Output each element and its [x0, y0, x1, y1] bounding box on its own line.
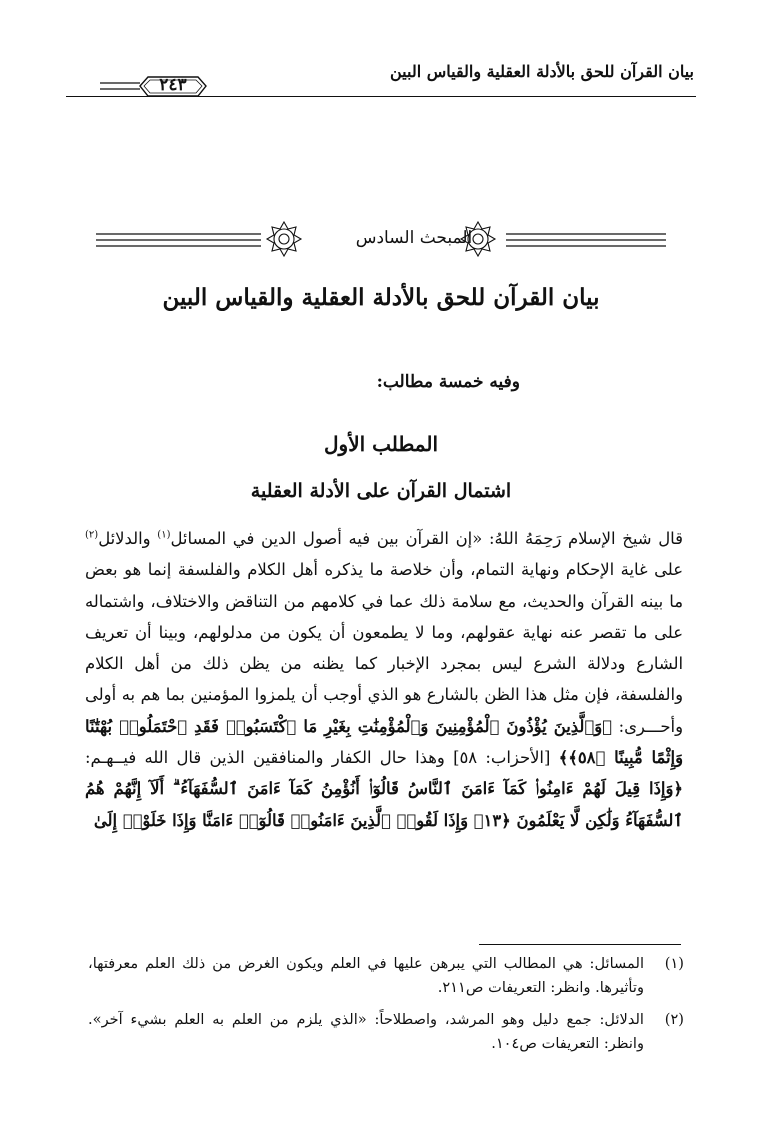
footnote-number: (٢): [664, 1011, 684, 1028]
subsection-subtitle: اشتمال القرآن على الأدلة العقلية: [250, 480, 512, 502]
header-rule: [66, 96, 696, 97]
footnote-text: المسائل: هي المطالب التي يبرهن عليها في العلم ويكون الغرض من ذلك العلم معرفتها، وتأثيرها. وانظر: التعريفات ص٢١١.: [88, 955, 644, 996]
body-text-4: على غاية الإحكام ونهاية التمام، وأن خلاصة ما يذكره أهل الكلام والفلسفة إنما هو بعض ما بينه القرآن والحديث، مع سلامة ذلك عما في كلامهم من التناقض والاختلاف، واشتماله على ما تقصر عنه نهاية عقولهم، وما لا يطمعون أن يكون من مدلولهم، وبينا أن تعريف الشارع ودلالة الشرع ليس بمجرد الإخبار كما يظنه من يظن ذلك من أهل الكلام والفلسفة، فإن مثل هذا الظن بالشارع هو الذي أوجب أن يلمزوا المؤمنين بما هم به أولى وأحـــرى:: [85, 560, 683, 736]
body-text-3: والدلائل: [98, 529, 158, 548]
subsection-title: المطلب الأول: [324, 432, 438, 456]
footnote-ref-1: (١): [157, 529, 171, 541]
page-number-ornament: [100, 72, 250, 102]
body-text-2: : «إن القرآن بين فيه أصول الدين في المسائل: [170, 529, 495, 548]
running-header: [60, 58, 702, 98]
quran-verse-2: ﴿وَإِذَا قِيلَ لَهُمْ ءَامِنُوا۟ كَمَآ ءَامَنَ ٱلنَّاسُ قَالُوٓا۟ أَنُؤْمِنُ كَمَآ ءَامَنَ ٱلسُّفَهَآءُ ۗ أَلَآ إِنَّهُمْ هُمُ ٱلسُّفَهَآءُ وَلَٰكِن لَّا يَعْلَمُونَ ﴿١٣﴾ وَإِذَا لَقُوا۟ ٱلَّذِينَ ءَامَنُوا۟ قَالُوٓا۟ ءَامَنَّا وَإِذَا خَلَوْا۟ إِلَىٰ: [85, 779, 683, 830]
intro-line: وفيه خمسة مطالب:: [376, 372, 520, 392]
body-text-1: قال شيخ الإسلام: [561, 529, 683, 548]
footnote-separator: [479, 944, 681, 945]
section-label: المبحث السادس: [355, 228, 473, 248]
chapter-title: بيان القرآن للحق بالأدلة العقلية والقياس البين: [162, 284, 600, 311]
footnote-number: (١): [664, 955, 684, 972]
footnote: [88, 1008, 684, 1056]
running-title: بيان القرآن للحق بالأدلة العقلية والقياس البين: [389, 62, 694, 81]
footnote-text: الدلائل: جمع دليل وهو المرشد، واصطلاحاً: «الذي يلزم من العلم به العلم بشيء آخر». وانظر: التعريفات ص١٠٤.: [88, 1011, 644, 1052]
quran-verse-1: ﴿وَٱلَّذِينَ يُؤْذُونَ ٱلْمُؤْمِنِينَ وَٱلْمُؤْمِنَٰتِ بِغَيْرِ مَا ٱكْتَسَبُوا۟ فَقَدِ ٱحْتَمَلُوا۟ بُهْتَٰنًا وَإِثْمًا مُّبِينًا ﴿٥٨﴾﴾: [85, 716, 683, 768]
footnotes: [88, 952, 684, 1064]
footnote-ref-2: (٢): [85, 529, 99, 541]
honorific-text: رَحِمَهُ اللهُ: [494, 529, 562, 548]
body-text-5: [الأحزاب: ٥٨] وهذا حال الكفار والمنافقين الذين قال الله فيــهـم:: [85, 748, 559, 768]
footnote: [88, 952, 684, 1000]
body-paragraph: [85, 523, 683, 836]
page-number: ٢٤٣: [159, 75, 187, 95]
section-heading-row: [96, 218, 666, 262]
